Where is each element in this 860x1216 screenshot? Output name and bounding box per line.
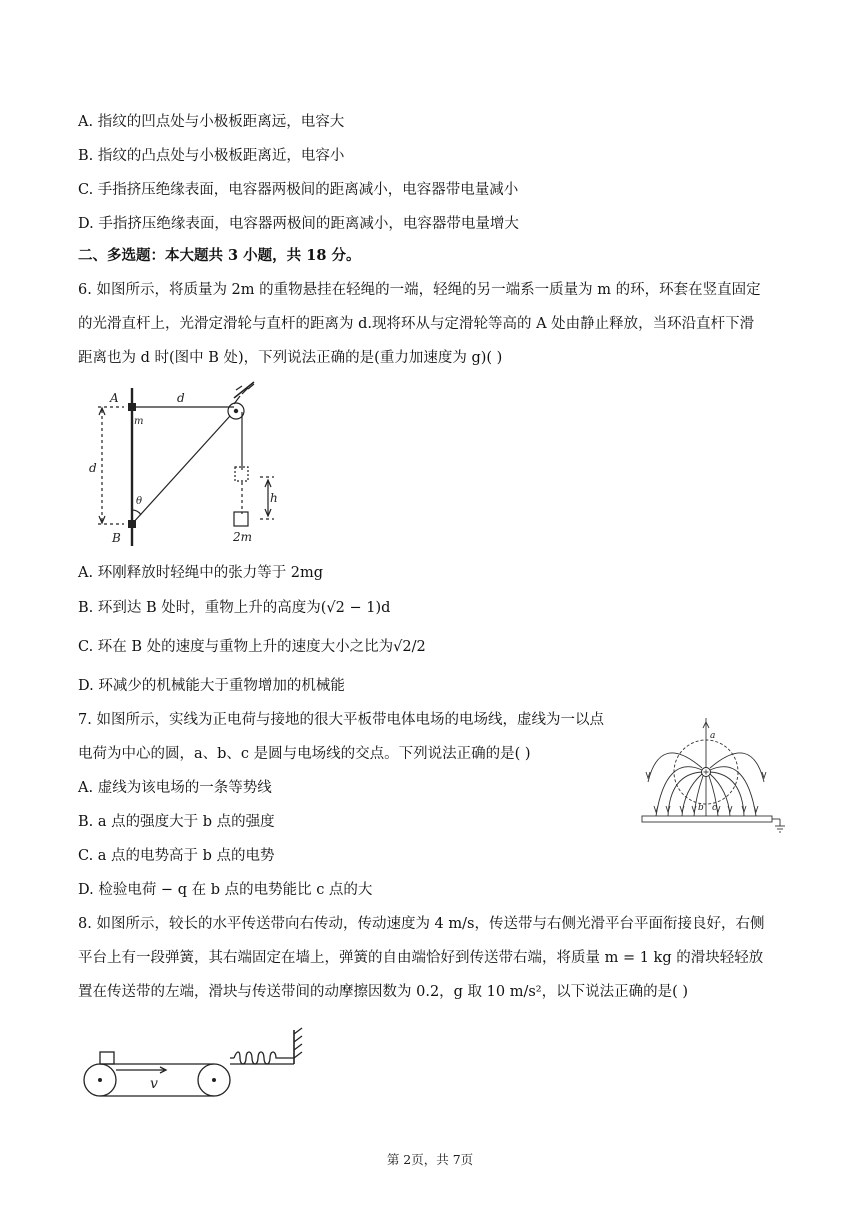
ring-b-marker	[128, 520, 136, 528]
q6-option-c: C. 环在 B 处的速度与重物上升的速度大小之比为√2/2	[78, 639, 426, 655]
q5-option-b: B. 指纹的凸点处与小极板距离近，电容小	[78, 148, 345, 164]
q7-stem-line2: 电荷为中心的圆，a、b、c 是圆与电场线的交点。下列说法正确的是( )	[78, 746, 531, 762]
label-a: A	[110, 391, 119, 405]
right-roller-axle	[212, 1078, 216, 1082]
q7-field-figure	[640, 712, 790, 836]
label-m: m	[134, 416, 144, 427]
label-d-top: d	[177, 391, 185, 405]
q8-stem-line2: 平台上有一段弹簧，其右端固定在墙上，弹簧的自由端恰好到传送带右端，将质量 m = 1 kg 的滑块轻轻放	[78, 950, 764, 966]
q7-option-b: B. a 点的强度大于 b 点的强度	[78, 814, 275, 830]
label-b: B	[112, 531, 121, 545]
label-b: b	[698, 803, 704, 813]
left-roller-axle	[98, 1078, 102, 1082]
q7-option-d: D. 检验电荷 − q 在 b 点的电势能比 c 点的大	[78, 882, 373, 898]
label-d-left: d	[89, 461, 97, 475]
q7-stem-line1: 7. 如图所示，实线为正电荷与接地的很大平板带电体电场的电场线，虚线为一以点	[78, 712, 604, 728]
q7-option-c: C. a 点的电势高于 b 点的电势	[78, 848, 275, 864]
q6-stem-line2: 的光滑直杆上，光滑定滑轮与直杆的距离为 d.现将环从与定滑轮等高的 A 处由静止释放，当环沿直杆下滑	[78, 316, 755, 332]
ring-a-marker	[128, 403, 136, 411]
q6-stem-line1: 6. 如图所示，将质量为 2m 的重物悬挂在轻绳的一端，轻绳的另一端系一质量为 m 的环，环套在竖直固定	[78, 282, 761, 298]
q6-option-b: B. 环到达 B 处时，重物上升的高度为(√2 − 1)d	[78, 600, 391, 616]
q5-option-a: A. 指纹的凹点处与小极板距离远，电容大	[78, 114, 345, 130]
q5-option-c: C. 手指挤压绝缘表面，电容器两极间的距离减小，电容器带电量减小	[78, 182, 519, 198]
label-2m: 2m	[233, 530, 253, 544]
q6-stem-line3: 距离也为 d 时(图中 B 处)，下列说法正确的是(重力加速度为 g)( )	[78, 350, 503, 366]
q6-pulley-figure	[84, 384, 278, 554]
q6-option-a: A. 环刚释放时轻绳中的张力等于 2mg	[78, 565, 324, 581]
label-v: v	[150, 1076, 158, 1092]
q8-stem-line3: 置在传送带的左端，滑块与传送带间的动摩擦因数为 0.2，g 取 10 m/s²，以下说法正确的是( )	[78, 984, 689, 1000]
q8-conveyor-figure	[82, 1026, 322, 1102]
label-c: c	[712, 803, 718, 813]
q8-stem-line1: 8. 如图所示，较长的水平传送带向右传动，传动速度为 4 m/s，传送带与右侧光滑平台平面衔接良好，右侧	[78, 916, 765, 932]
q7-option-a: A. 虚线为该电场的一条等势线	[78, 780, 272, 796]
label-theta: θ	[136, 496, 143, 507]
label-h: h	[270, 491, 278, 505]
page-footer: 第 2页，共 7页	[386, 1152, 474, 1167]
q6-option-d: D. 环减少的机械能大于重物增加的机械能	[78, 678, 345, 694]
section-heading-multiple-choice: 二、多选题：本大题共 3 小题，共 18 分。	[78, 247, 361, 264]
q5-option-d: D. 手指挤压绝缘表面，电容器两极间的距离减小，电容器带电量增大	[78, 216, 519, 232]
label-a: a	[710, 731, 716, 741]
